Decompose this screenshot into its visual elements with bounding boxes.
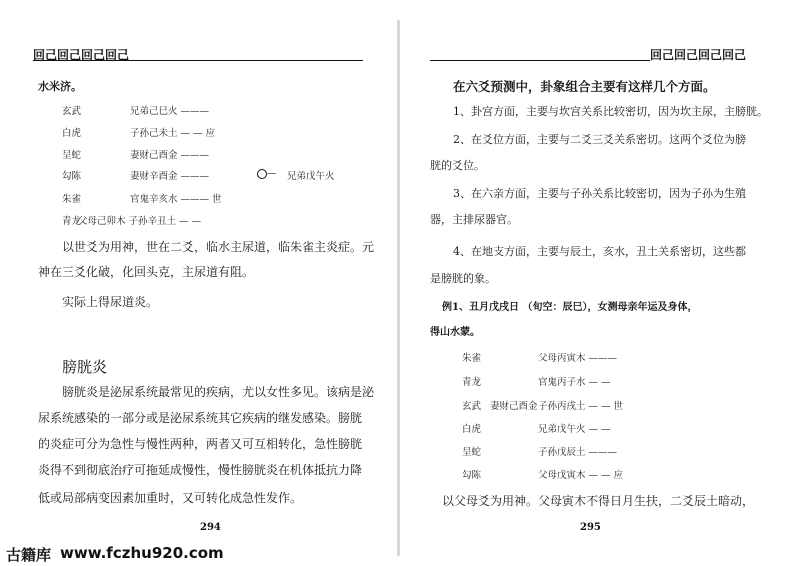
right-hex-line-6: 父母戊寅木 — — 应: [538, 470, 624, 481]
right-hex-line-1: 父母丙寅木 ———: [538, 353, 618, 364]
right-header-ornament: 回己回己回己回己: [650, 48, 747, 62]
right-hex-spirit-1: 朱雀: [462, 353, 482, 364]
right-hex-line-5: 子孙戊辰土 ———: [538, 447, 618, 458]
footer-site-name: 古籍库: [6, 546, 52, 564]
left-hex-line-3: 妻财己酉金 ———: [130, 150, 210, 161]
right-hex-hidden-line: 妻财己酉金: [490, 401, 538, 412]
right-example-line2: 得山水蒙。: [430, 327, 480, 338]
left-body-line-5: 低或局部病变因素加重时，又可转化成急性发作。: [38, 491, 303, 505]
section-title: 膀胱炎: [62, 358, 108, 376]
moving-line-circle-icon: [257, 169, 267, 179]
left-body-line-3: 的炎症可分为急性与慢性两种，两者又可互相转化，急性膀胱: [38, 437, 363, 451]
right-hex-spirit-6: 勾陈: [462, 470, 482, 481]
right-hex-line-4: 兄弟戊午火 — —: [538, 424, 611, 435]
left-body-line-2: 尿系统感染的一部分或是泌尿系统其它疾病的继发感染。膀胱: [38, 411, 363, 425]
right-point-2b: 胱的爻位。: [430, 159, 485, 172]
left-hex-changed-line: 兄弟戊午火: [287, 171, 335, 182]
left-body-line-4: 炎得不到彻底治疗可拖延成慢性，慢性膀胱炎在机体抵抗力降: [38, 463, 363, 477]
left-hex-line-4: 妻财辛酉金 ———: [130, 171, 210, 182]
right-hex-line-2: 官鬼丙子水 — —: [538, 377, 611, 388]
left-para1-line1: 以世爻为用神，世在二爻，临水主尿道，临朱雀主炎症。元: [62, 240, 375, 254]
right-point-4a: 4、在地支方面，主要与辰土，亥水，丑土关系密切，这些都: [453, 245, 746, 258]
left-hex-spirit-3: 呈蛇: [62, 150, 82, 161]
page-gutter: [397, 20, 400, 556]
left-hex-line-6: 父母己卯木 子孙辛丑土 — —: [78, 216, 202, 227]
right-example-line1: 例1、丑月戊戌日 （旬空：辰巳），女测母亲年运及身体，: [442, 302, 698, 313]
left-hex-spirit-4: 勾陈: [62, 171, 82, 182]
right-point-3a: 3、在六亲方面，主要与子孙关系比较密切，因为子孙为生殖: [453, 187, 746, 200]
left-hex-spirit-1: 玄武: [62, 106, 82, 117]
right-hex-spirit-5: 呈蛇: [462, 447, 482, 458]
right-hex-spirit-3: 玄武: [462, 401, 482, 412]
left-hex-spirit-5: 朱雀: [62, 194, 82, 205]
left-page-number: 294: [200, 522, 221, 533]
footer-url-link[interactable]: www.fczhu920.com: [60, 544, 224, 562]
left-header-rule: [33, 60, 363, 61]
right-intro: 在六爻预测中，卦象组合主要有这样几个方面。: [453, 79, 716, 94]
left-hex-spirit-2: 白虎: [62, 128, 82, 139]
left-para2: 实际上得尿道炎。: [62, 295, 159, 309]
left-header-ornament: 回己回己回己回己: [33, 48, 130, 62]
right-point-2a: 2、在爻位方面，主要与二爻三爻关系密切。这两个爻位为膀: [453, 133, 746, 146]
left-body-line-1: 膀胱炎是泌尿系统最常见的疾病，尤以女性多见。该病是泌: [62, 385, 375, 399]
left-para1-line2: 神在三爻化破，化回头克，主尿道有阻。: [38, 265, 255, 279]
right-point-1: 1、卦宫方面，主要与坎宫关系比较密切，因为坎主尿，主膀胱。: [453, 105, 768, 118]
right-last-line: 以父母爻为用神。父母寅木不得日月生扶，二爻辰土暗动，: [442, 494, 755, 508]
left-hex-line-2: 子孙己未土 — — 应: [130, 128, 216, 139]
left-hex-dash-arrow: —: [267, 168, 277, 179]
right-point-3b: 器，主排尿器官。: [430, 213, 518, 226]
right-hex-line-3: 子孙丙戌土 — — 世: [538, 401, 624, 412]
left-hex-line-1: 兄弟己巳火 ———: [130, 106, 210, 117]
left-hex-line-5: 官鬼辛亥水 ——— 世: [130, 194, 222, 205]
right-header-rule: [430, 60, 650, 61]
right-point-4b: 是膀胱的象。: [430, 272, 496, 285]
right-page-number: 295: [580, 522, 601, 533]
right-hex-spirit-2: 青龙: [462, 377, 482, 388]
right-hex-spirit-4: 白虎: [462, 424, 482, 435]
left-continuation-text: 水米济。: [38, 80, 82, 93]
left-hex-spirit-6: 青龙: [62, 216, 82, 227]
